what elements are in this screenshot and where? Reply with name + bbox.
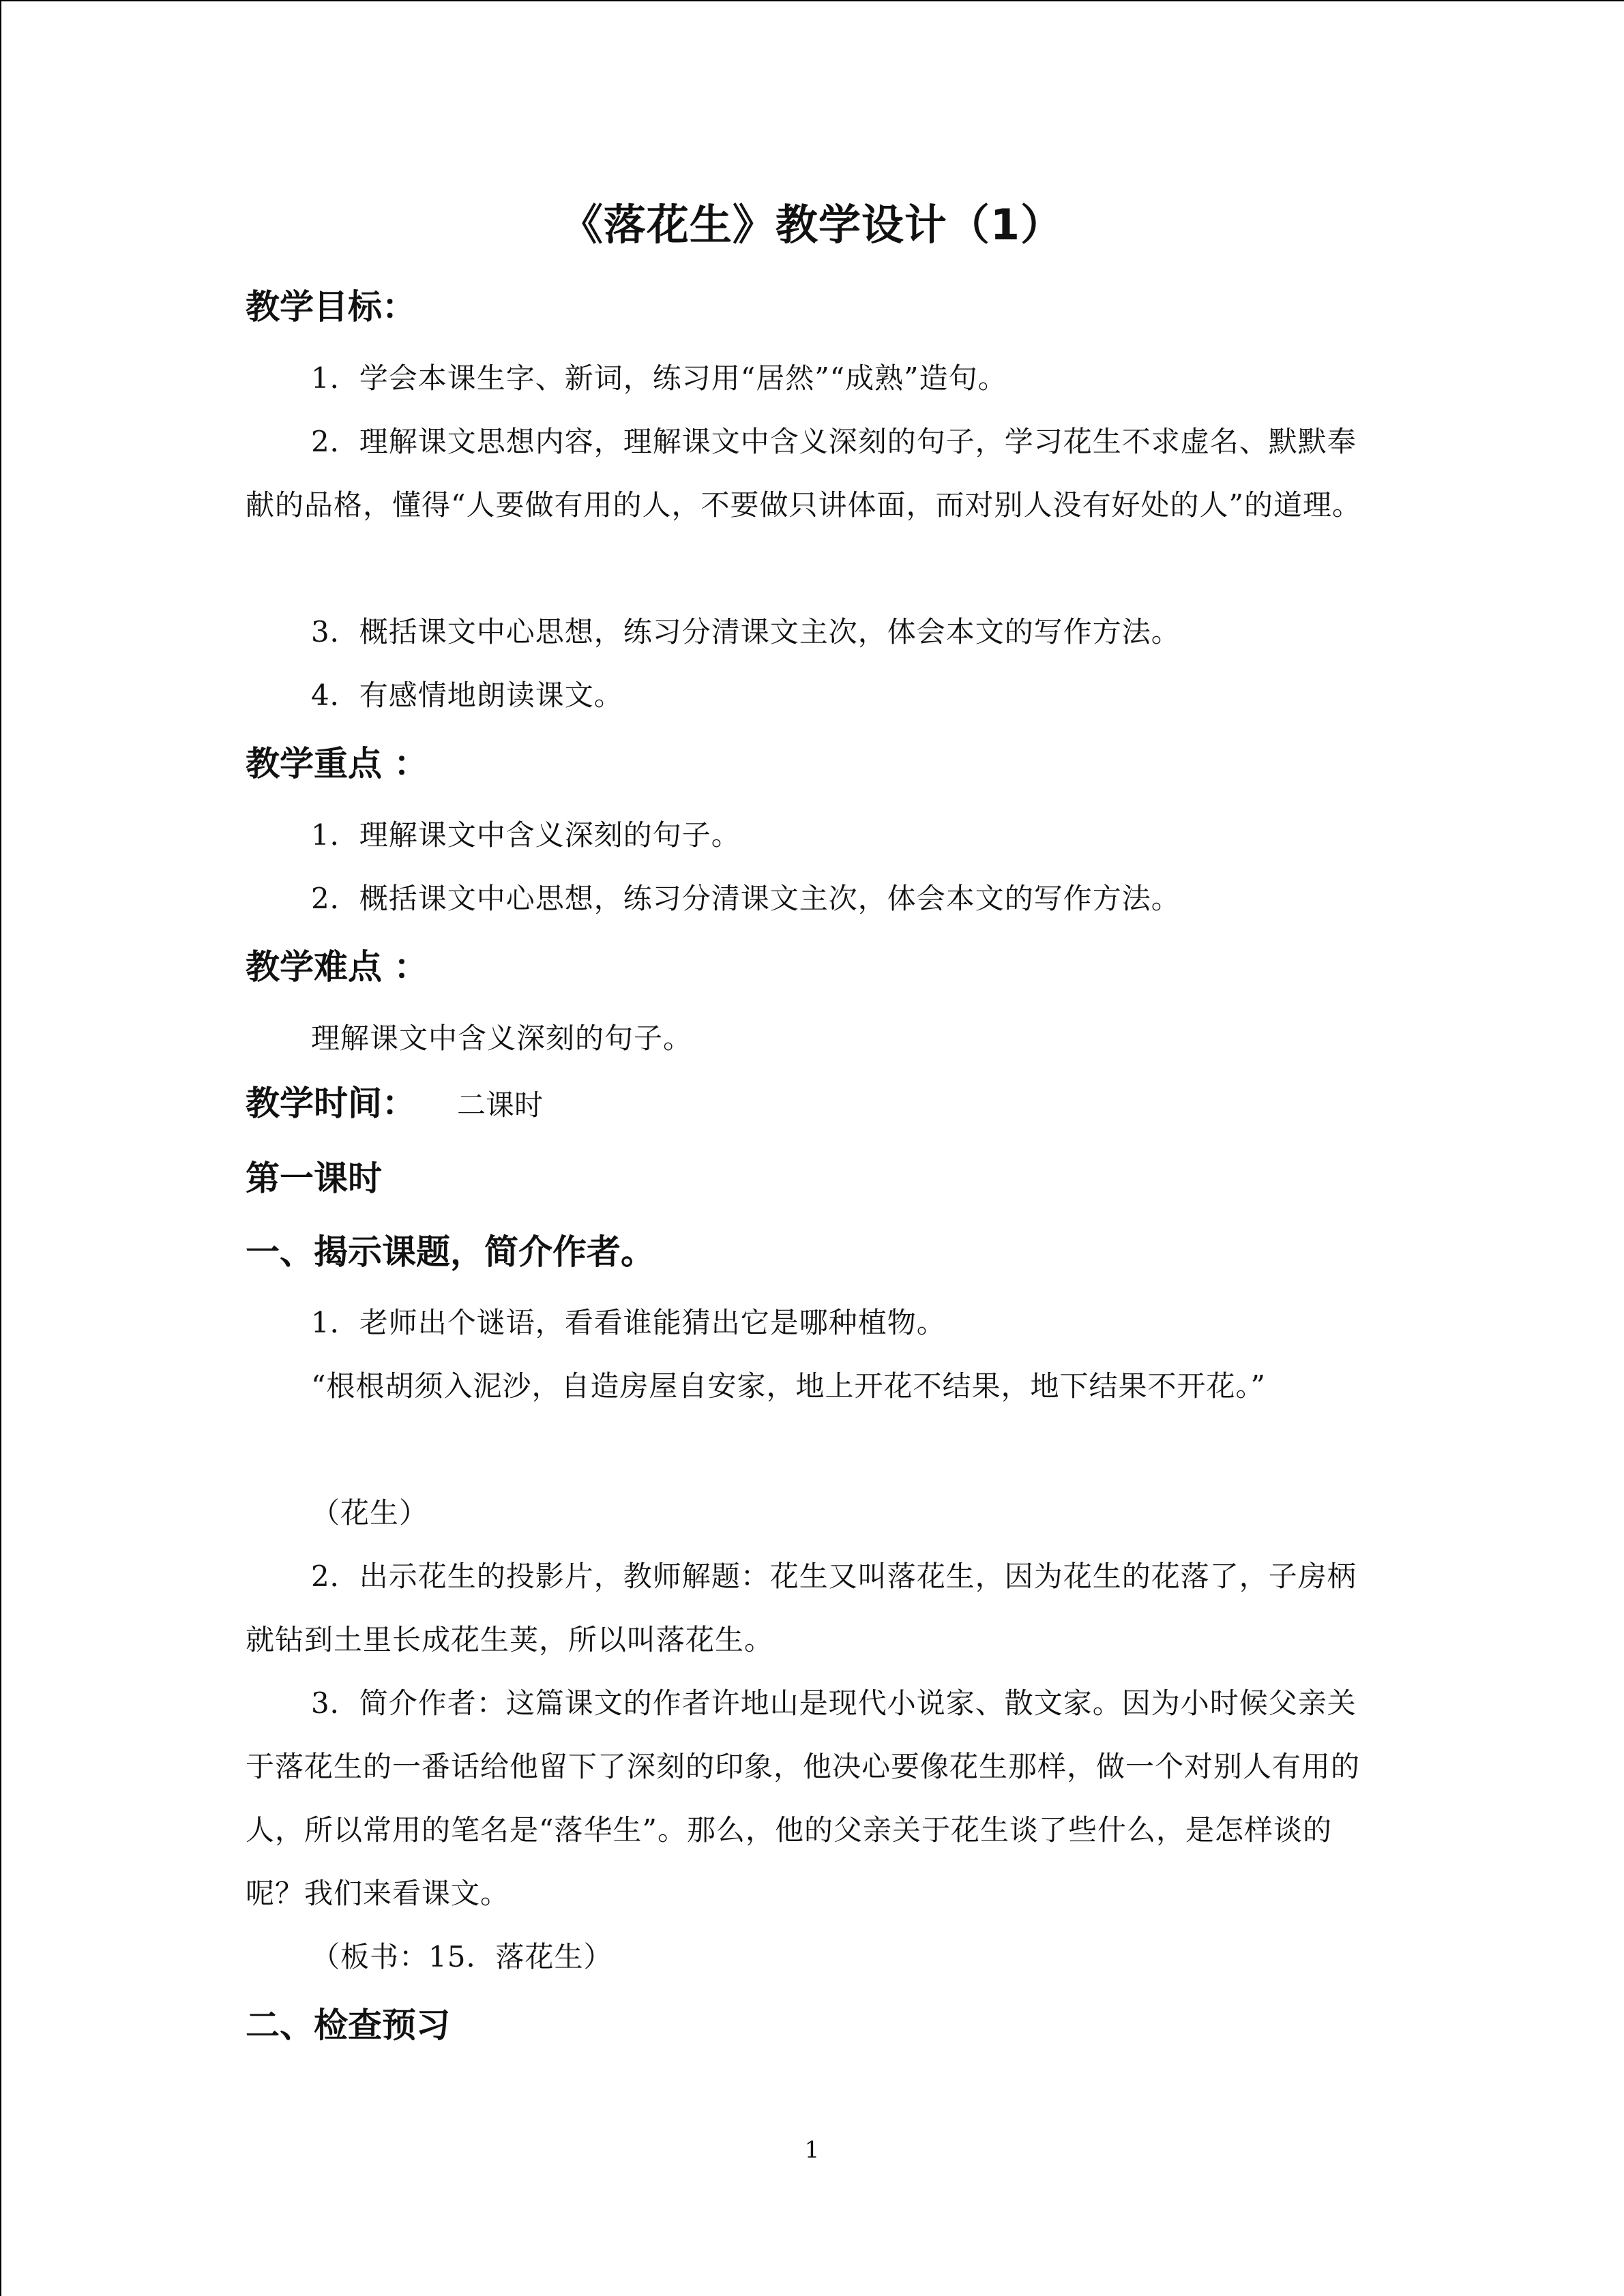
time-label: 教学时间： (246, 1084, 416, 1123)
key-point-item-1: 1．理解课文中含义深刻的句子。 (311, 818, 741, 852)
part1-item-3: 3．简介作者：这篇课文的作者许地山是现代小说家、散文家。因为小时候父亲关于落花生的一番话给他留下了深刻的印象，他决心要像花生那样，做一个对别人有用的人，所以常用的笔名是“落华生”。那么，他的父亲关于花生谈了些什么，是怎样谈的呢？我们来看课文。 (246, 1686, 1361, 1910)
board-writing-note: （板书：15．落花生） (311, 1940, 613, 1973)
goal-item-1: 1．学会本课生字、新词，练习用“居然”“成熟”造句。 (311, 361, 1007, 395)
riddle-answer: （花生） (311, 1496, 429, 1530)
goal-item-2: 2．理解课文思想内容，理解课文中含义深刻的句子，学习花生不求虚名、默默奉献的品格，懂得“人要做有用的人，不要做只讲体面，而对别人没有好处的人”的道理。 (246, 425, 1361, 522)
part1-item-2: 2．出示花生的投影片，教师解题：花生又叫落花生，因为花生的花落了，子房柄就钻到土里长成花生荚，所以叫落花生。 (246, 1560, 1357, 1656)
difficulty-heading: 教学难点 ： (246, 947, 428, 987)
key-point-item-2: 2．概括课文中心思想，练习分清课文主次，体会本文的写作方法。 (311, 882, 1181, 915)
part1-heading: 一、揭示课题，简介作者。 (246, 1232, 655, 1272)
page-number: 1 (804, 2136, 820, 2164)
difficulty-text: 理解课文中含义深刻的句子。 (311, 1022, 693, 1055)
time-value: 二课时 (457, 1088, 544, 1122)
time-heading (246, 1079, 543, 1129)
lesson-heading: 第一课时 (246, 1159, 382, 1198)
part2-heading: 二、检查预习 (246, 2006, 450, 2045)
goal-item-4: 4．有感情地朗读课文。 (311, 679, 623, 712)
key-points-heading: 教学重点 ： (246, 744, 428, 784)
part1-item-1: 1．老师出个谜语，看看谁能猜出它是哪种植物。 (311, 1306, 946, 1339)
riddle-text: “根根胡须入泥沙，自造房屋自安家，地上开花不结果，地下结果不开花。” (311, 1369, 1266, 1403)
goals-heading: 教学目标： (246, 287, 416, 327)
document-title: 《落花生》教学设计（1） (560, 200, 1064, 250)
goal-item-3: 3．概括课文中心思想，练习分清课文主次，体会本文的写作方法。 (311, 615, 1181, 648)
